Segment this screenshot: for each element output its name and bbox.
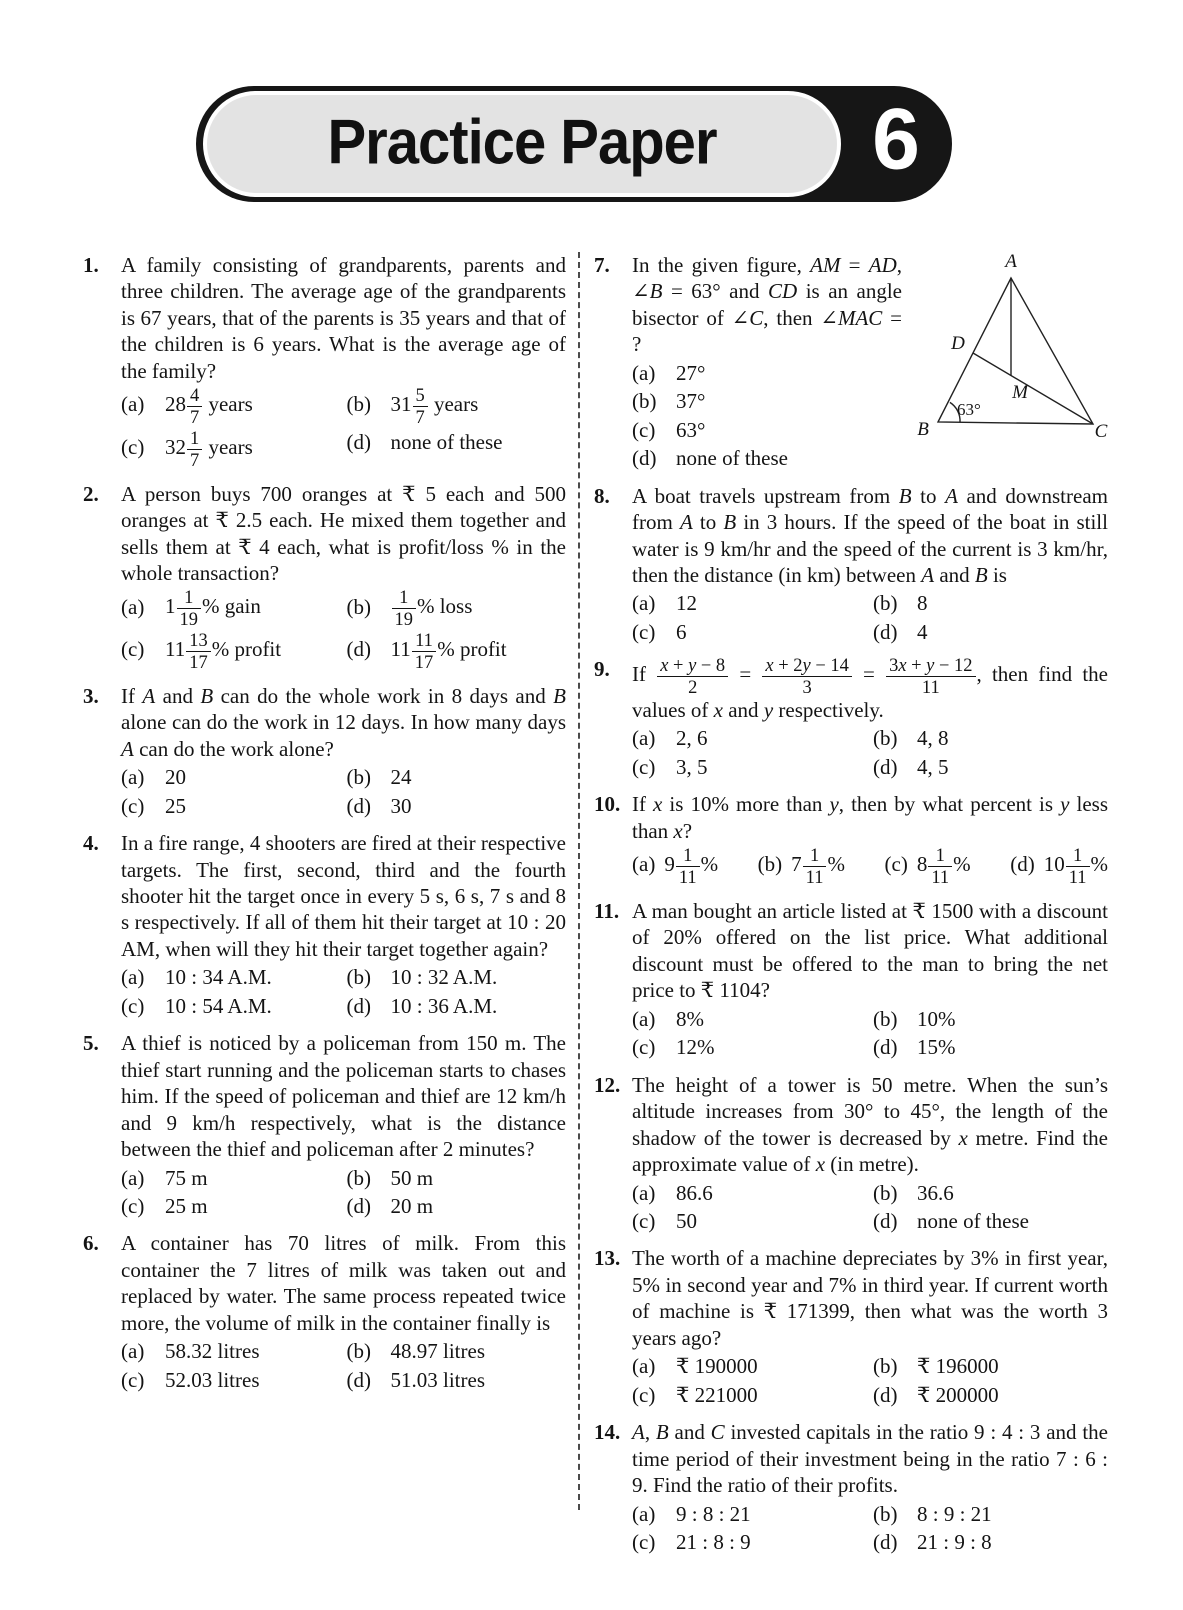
options-list (121, 588, 566, 671)
option-label: (c) (632, 754, 656, 779)
option-text: 31 $\frac{5}{7}$ years (390, 385, 479, 428)
paper-number: 6 (872, 91, 920, 188)
option-label: (d) (346, 1367, 371, 1392)
option-text: 4, 5 (917, 754, 949, 779)
option-text: 51.03 litres (390, 1367, 485, 1392)
option-13a (632, 1353, 867, 1379)
question-10 (594, 791, 1108, 887)
option-text: 50 (676, 1208, 697, 1233)
option-label: (d) (632, 446, 657, 471)
header-banner (196, 86, 952, 202)
option-label: (a) (121, 1165, 145, 1190)
option-2b (347, 588, 567, 629)
option-text: 10 : 54 A.M. (165, 993, 272, 1018)
question-number: 5. (83, 1031, 99, 1056)
option-label: (a) (121, 765, 145, 790)
question-body (632, 656, 1108, 780)
question-number: 13. (594, 1246, 621, 1271)
question-body (632, 1419, 1108, 1555)
option-label: (b) (757, 852, 783, 877)
option-label: (d) (873, 619, 898, 644)
option-text: 4 (917, 619, 928, 644)
question-number: 9. (594, 657, 610, 682)
option-text: 9 $\frac{1}{11}$ % (664, 845, 719, 888)
option-text: 36.6 (917, 1180, 954, 1205)
option-label: (c) (121, 1367, 145, 1392)
option-text: ₹ 221000 (676, 1382, 758, 1407)
question-text: If x is 10% more than y, then by what percent is y less than x? (632, 792, 1108, 843)
option-5a (121, 1165, 341, 1191)
question-number: 4. (83, 831, 99, 856)
option-text: 37° (676, 389, 706, 414)
option-label: (b) (346, 765, 371, 790)
question-body (632, 898, 1108, 1061)
options-list (632, 725, 1108, 780)
option-label: (c) (121, 637, 145, 662)
question-main (632, 252, 902, 472)
option-label: (b) (632, 389, 657, 414)
question-8 (594, 483, 1108, 646)
option-4d (347, 993, 567, 1019)
option-label: (b) (346, 1339, 371, 1364)
option-10a (632, 846, 718, 887)
option-1b (347, 386, 567, 427)
segment-DC (973, 353, 1093, 424)
vertex-label-c: C (1094, 421, 1108, 440)
question-body (632, 483, 1108, 646)
options-list (632, 1501, 1108, 1556)
option-text: 12 (676, 591, 697, 616)
question-7-figure (908, 250, 1108, 472)
options-list (632, 1180, 1108, 1235)
option-text: 12% (676, 1035, 715, 1060)
option-label: (d) (873, 754, 898, 779)
option-text: 10% (917, 1006, 956, 1031)
option-8b (873, 590, 1108, 616)
option-label: (c) (632, 1382, 656, 1407)
option-label: (b) (873, 1354, 898, 1379)
option-label: (c) (632, 417, 656, 442)
option-label: (b) (346, 392, 371, 417)
point-label-m: M (1012, 382, 1028, 403)
option-text: 21 : 8 : 9 (676, 1529, 751, 1554)
option-text: 7 $\frac{1}{11}$ % (791, 845, 845, 888)
option-label: (b) (873, 726, 898, 751)
option-text: 86.6 (676, 1180, 713, 1205)
option-label: (d) (873, 1529, 898, 1554)
option-label: (a) (632, 1006, 656, 1031)
option-8d (873, 619, 1108, 645)
question-body (632, 252, 1108, 472)
option-text: ₹ 196000 (917, 1354, 999, 1379)
option-12d (873, 1208, 1108, 1234)
option-label: (a) (632, 852, 656, 877)
page-title: Practice Paper (327, 107, 717, 178)
question-text: A, B and C invested capitals in the ratio 9 : 4 : 3 and the time period of their investment being in the ratio 7 : 6 : 9. Find the ratio of their profits. (632, 1420, 1108, 1498)
option-text: 10 : 34 A.M. (165, 965, 272, 990)
question-body (121, 830, 566, 1019)
option-text: 75 m (165, 1165, 208, 1190)
option-label: (d) (873, 1208, 898, 1233)
option-11d (873, 1034, 1108, 1060)
question-text: A thief is noticed by a policeman from 150 m. The thief start running and the policeman starts to chases him. If the speed of policeman and thief are 12 km/h and 9 km/h respectively, what is the distance between the thief and policeman after 2 minutes? (121, 1031, 566, 1162)
option-7a (632, 360, 902, 386)
question-number: 11. (594, 898, 620, 923)
option-text: 48.97 litres (390, 1339, 485, 1364)
option-text: 63° (676, 417, 706, 442)
option-text: 1 $\frac{1}{19}$ % gain (165, 587, 261, 630)
option-4a (121, 964, 341, 990)
option-7c (632, 417, 902, 443)
option-label: (b) (873, 1501, 898, 1526)
option-9c (632, 754, 867, 780)
option-3b (347, 764, 567, 790)
option-6b (347, 1338, 567, 1364)
option-label: (b) (873, 1180, 898, 1205)
option-14d (873, 1529, 1108, 1555)
option-text: 20 m (390, 1193, 434, 1218)
option-text: 58.32 litres (165, 1339, 260, 1364)
option-label: (a) (121, 594, 145, 619)
right-column (594, 252, 1108, 1566)
question-12 (594, 1072, 1108, 1235)
question-text: The height of a tower is 50 metre. When the sun’s altitude increases from 30° to 45°, the length of the shadow of the tower is decreased by x metre. Find the approximate value of x (in metre). (632, 1072, 1108, 1177)
option-2c (121, 631, 341, 672)
options-list (632, 846, 1108, 887)
option-label: (c) (121, 793, 145, 818)
question-text: A container has 70 litres of milk. From this container the 7 litres of milk was taken out and replaced by water. The same process repeated twice more, the volume of milk in the container finally is (121, 1231, 566, 1335)
question-number: 8. (594, 483, 610, 508)
option-3c (121, 793, 341, 819)
option-5c (121, 1193, 341, 1219)
option-text: 20 (165, 765, 186, 790)
option-11b (873, 1006, 1108, 1032)
left-column (83, 252, 566, 1404)
option-text: 4, 8 (917, 726, 949, 751)
options-list (121, 764, 566, 819)
question-body (632, 1072, 1108, 1235)
option-label: (d) (346, 1193, 371, 1218)
question-number: 3. (83, 683, 99, 708)
question-number: 12. (594, 1072, 621, 1097)
column-divider (578, 252, 580, 1510)
option-label: (c) (632, 1208, 656, 1233)
option-text: 28 $\frac{4}{7}$ years (165, 385, 253, 428)
option-label: (d) (346, 793, 371, 818)
option-text: 10 : 36 A.M. (390, 993, 498, 1018)
question-body (632, 1245, 1108, 1408)
option-9d (873, 754, 1108, 780)
option-text: 10 $\frac{1}{11}$ % (1043, 845, 1108, 888)
question-body (121, 1230, 566, 1393)
option-4b (347, 964, 567, 990)
option-5b (347, 1165, 567, 1191)
option-9a (632, 725, 867, 751)
option-13d (873, 1382, 1108, 1408)
option-5d (347, 1193, 567, 1219)
option-text: 30 (390, 793, 412, 818)
question-2 (83, 481, 566, 672)
question-5 (83, 1030, 566, 1219)
option-text: 3, 5 (676, 754, 708, 779)
option-label: (b) (346, 1165, 371, 1190)
option-12a (632, 1180, 867, 1206)
option-text: none of these (676, 446, 788, 471)
question-text: A boat travels upstream from B to A and downstream from A to B in 3 hours. If the speed of the boat in still water is 9 km/hr and the speed of the current is 3 km/hr, then the distance (in km) between A and B is (632, 483, 1108, 587)
option-label: (c) (632, 1035, 656, 1060)
option-6c (121, 1367, 341, 1393)
option-label: (a) (632, 360, 656, 385)
option-text: 2, 6 (676, 726, 708, 751)
option-label: (c) (121, 1193, 145, 1218)
option-label: (b) (346, 594, 371, 619)
question-text: A person buys 700 oranges at ₹ 5 each and 500 oranges at ₹ 2.5 each. He mixed them together and sells them at ₹ 4 each, what is profit/loss % in the whole transaction? (121, 481, 566, 585)
option-text: none of these (917, 1208, 1029, 1233)
options-list (632, 1353, 1108, 1408)
question-1 (83, 252, 566, 470)
options-list (121, 964, 566, 1019)
option-label: (b) (873, 1006, 898, 1031)
question-text: If $\frac{x + y - 8}{2}$ = $\frac{x + 2y - 14}{3}$ = $\frac{3x + y - 12}{11}$ , then find the values of x and y respectively. (632, 655, 1108, 723)
option-label: (b) (873, 591, 898, 616)
option-13b (873, 1353, 1108, 1379)
point-label-d: D (951, 333, 965, 354)
question-text: In the given figure, AM = AD, ∠B = 63° and CD is an angle bisector of ∠C, then ∠MAC = ? (632, 253, 903, 357)
option-label: (a) (632, 1180, 656, 1205)
question-body (121, 683, 566, 819)
option-label: (a) (632, 591, 656, 616)
question-number: 10. (594, 792, 621, 817)
options-list (121, 386, 566, 469)
option-7d (632, 445, 902, 471)
option-text: ₹ 200000 (917, 1382, 999, 1407)
option-8c (632, 619, 867, 645)
option-label: (a) (632, 1354, 656, 1379)
option-text: 8 : 9 : 21 (917, 1501, 992, 1526)
option-text: 15% (917, 1035, 956, 1060)
option-text: 50 m (390, 1165, 434, 1190)
option-text: 27° (676, 360, 706, 385)
question-13 (594, 1245, 1108, 1408)
question-6 (83, 1230, 566, 1393)
option-label: (c) (884, 852, 908, 877)
options-list (632, 360, 902, 472)
question-14 (594, 1419, 1108, 1555)
option-label: (d) (346, 637, 371, 662)
question-number: 2. (83, 481, 99, 506)
question-text: The worth of a machine depreciates by 3% in first year, 5% in second year and 7% in third year. If current worth of machine is ₹ 171399, then what was the worth 3 years ago? (632, 1246, 1108, 1350)
options-list (632, 590, 1108, 645)
question-11 (594, 898, 1108, 1061)
option-text: 9 : 8 : 21 (676, 1501, 751, 1526)
option-label: (b) (346, 965, 371, 990)
option-text: 8 $\frac{1}{11}$ % (916, 845, 971, 888)
option-4c (121, 993, 341, 1019)
option-label: (c) (632, 619, 656, 644)
question-9 (594, 656, 1108, 780)
option-text: 6 (676, 619, 687, 644)
question-text: A family consisting of grandparents, parents and three children. The average age of the grandparents is 67 years, that of the parents is 35 years and that of the children is 6 years. What is the average age of the family? (121, 253, 566, 383)
option-label: (d) (346, 993, 371, 1018)
option-6a (121, 1338, 341, 1364)
option-9b (873, 725, 1108, 751)
option-2a (121, 588, 341, 629)
option-7b (632, 388, 902, 414)
option-label: (a) (121, 965, 145, 990)
option-12c (632, 1208, 867, 1234)
question-number: 6. (83, 1231, 99, 1256)
option-11a (632, 1006, 867, 1032)
option-text: 25 (165, 793, 186, 818)
question-text: If A and B can do the whole work in 8 days and B alone can do the work in 12 days. In how many days A can do the work alone? (121, 683, 566, 761)
option-text: 25 m (165, 1193, 208, 1218)
question-body (121, 252, 566, 470)
option-text: 8 (917, 591, 928, 616)
option-text: 11 $\frac{11}{17}$ % profit (390, 630, 507, 672)
option-14b (873, 1501, 1108, 1527)
option-text: ₹ 190000 (676, 1354, 758, 1379)
option-label: (d) (1010, 852, 1035, 877)
vertex-label-b: B (917, 419, 929, 440)
question-number: 1. (83, 253, 99, 277)
option-text: 10 : 32 A.M. (390, 965, 498, 990)
option-label: (c) (632, 1529, 656, 1554)
question-body (632, 791, 1108, 887)
options-list (632, 1006, 1108, 1061)
option-1d (347, 429, 567, 470)
header-title-pill (207, 95, 837, 193)
option-2d (347, 631, 567, 672)
option-text: 11 $\frac{13}{17}$ % profit (165, 630, 282, 672)
question-text: In a fire range, 4 shooters are fired at their respective targets. The first, second, third and the fourth shooter hit the target once in every 5 s, 6 s, 7 s and 8 s respectively. If all of them hit their target at 10 : 20 AM, when will they hit their target together again? (121, 831, 566, 961)
question-number: 7. (594, 253, 610, 277)
option-text: 21 : 9 : 8 (917, 1529, 992, 1554)
option-label: (c) (121, 993, 145, 1018)
option-text: 24 (390, 765, 412, 790)
option-label: (c) (121, 435, 145, 460)
option-text: none of these (390, 429, 503, 454)
options-list (121, 1338, 566, 1393)
option-text: $\frac{1}{19}$ % loss (391, 588, 473, 629)
option-11c (632, 1034, 867, 1060)
option-10b (758, 846, 845, 887)
option-text: 8% (676, 1006, 704, 1031)
option-3a (121, 764, 341, 790)
option-8a (632, 590, 867, 616)
option-text: 52.03 litres (165, 1367, 260, 1392)
option-label: (a) (121, 1339, 145, 1364)
option-label: (a) (632, 726, 656, 751)
angle-value-label: 63° (957, 400, 981, 419)
question-text: A man bought an article listed at ₹ 1500 with a discount of 20% offered on the list price. What additional discount must be offered to the man to bring the net price to ₹ 1104? (632, 898, 1108, 1003)
question-body (121, 481, 566, 672)
question-number: 14. (594, 1420, 621, 1445)
option-6d (347, 1367, 567, 1393)
option-10d (1010, 846, 1108, 887)
vertex-label-a: A (1005, 251, 1017, 272)
option-label: (d) (873, 1382, 898, 1407)
option-10c (885, 846, 971, 887)
option-label: (d) (873, 1035, 898, 1060)
question-3 (83, 683, 566, 819)
option-3d (347, 793, 567, 819)
question-4 (83, 830, 566, 1019)
option-1c (121, 429, 341, 470)
triangle-figure (908, 250, 1108, 440)
option-1a (121, 386, 341, 427)
options-list (121, 1165, 566, 1220)
option-text: 32 $\frac{1}{7}$ years (165, 427, 253, 470)
question-content-row (632, 252, 1108, 472)
option-14a (632, 1501, 867, 1527)
option-14c (632, 1529, 867, 1555)
option-label: (d) (346, 429, 371, 454)
option-label: (a) (632, 1501, 656, 1526)
question-7 (594, 252, 1108, 472)
option-label: (a) (121, 392, 145, 417)
question-body (121, 1030, 566, 1219)
option-13c (632, 1382, 867, 1408)
option-12b (873, 1180, 1108, 1206)
